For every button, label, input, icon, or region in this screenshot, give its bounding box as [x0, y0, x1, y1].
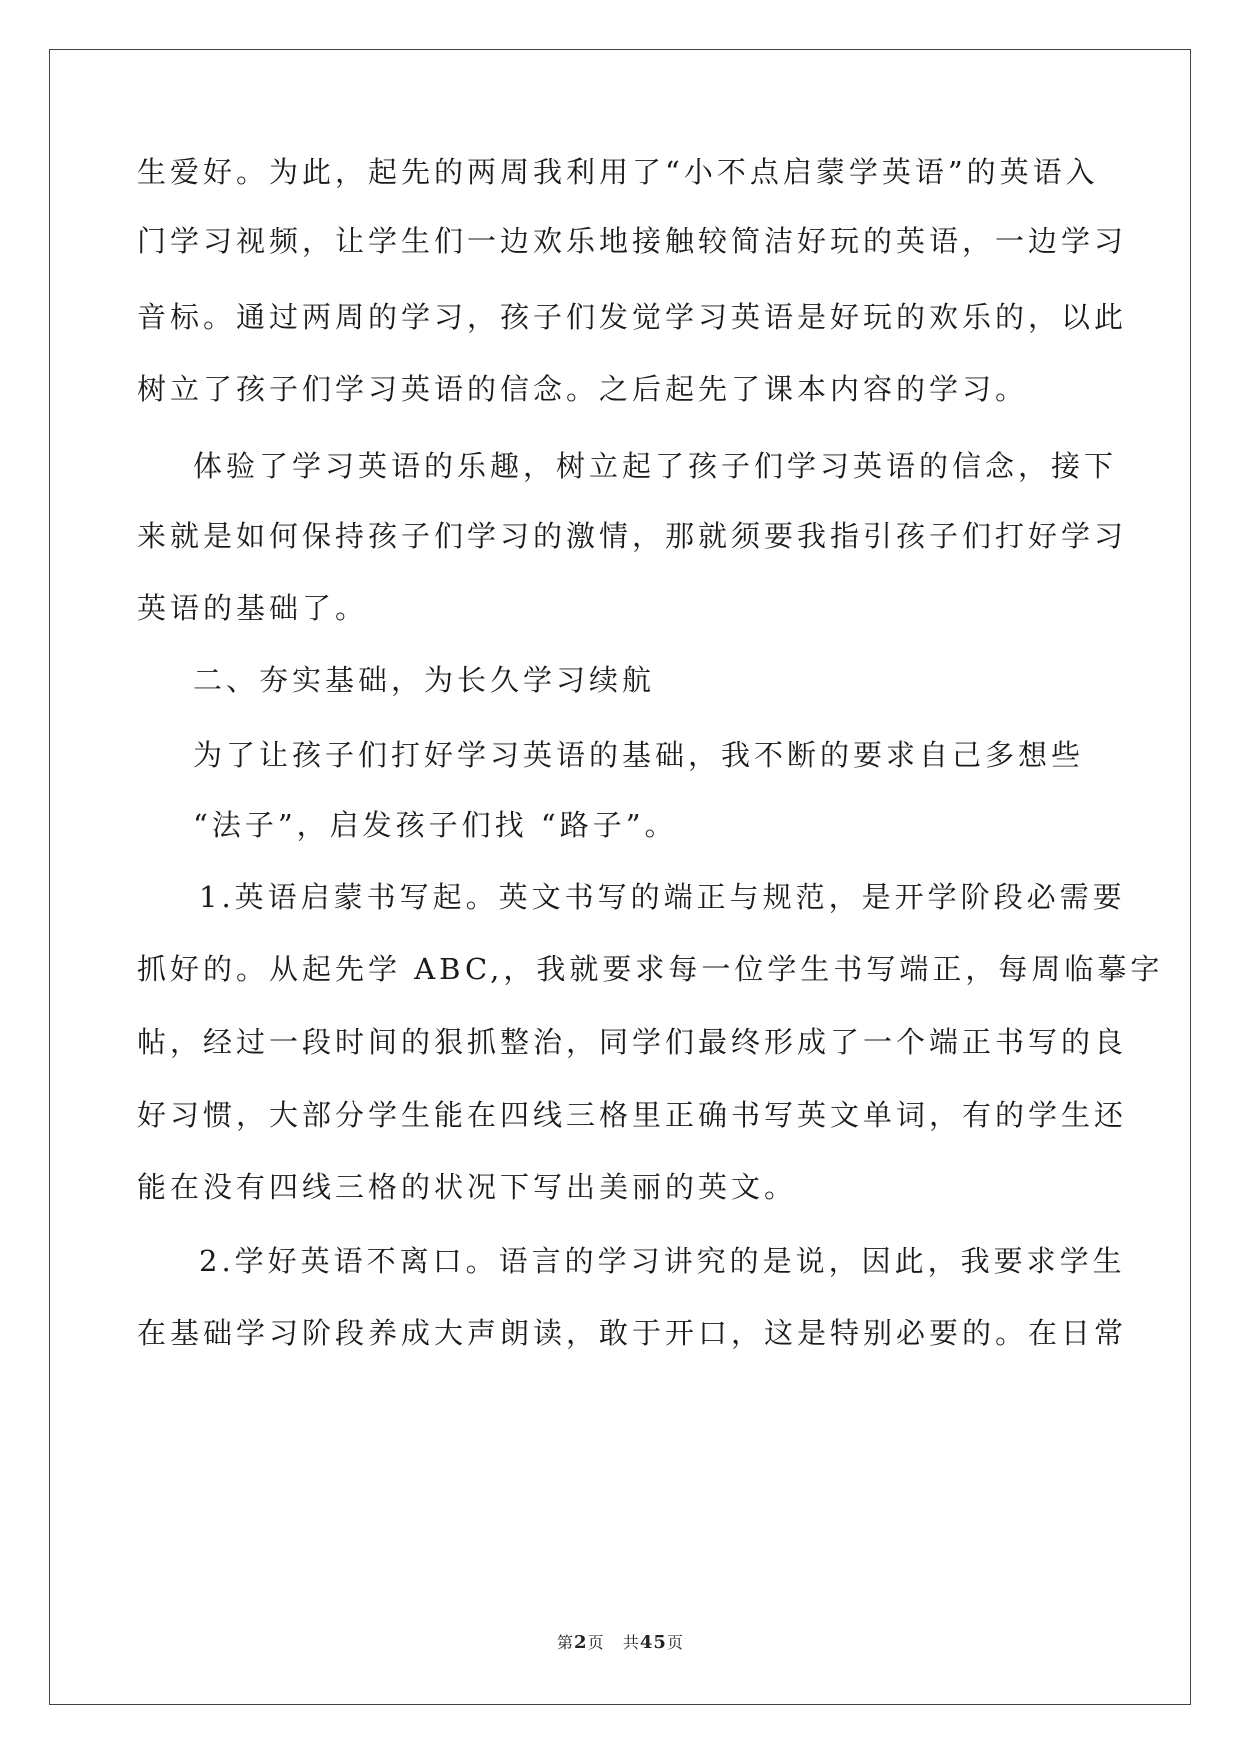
text-line-3: 音标。通过两周的学习，孩子们发觉学习英语是好玩的欢乐的，以此	[137, 300, 1128, 334]
text-line-15: 能在没有四线三格的状况下写出美丽的英文。	[137, 1170, 798, 1204]
section-heading: 二、夯实基础，为长久学习续航	[193, 663, 656, 697]
footer-total-suffix: 页	[666, 1633, 684, 1652]
list-item-2-line: 2.学好英语不离口。语言的学习讲究的是说，因此，我要求学生	[199, 1244, 1126, 1278]
page-number: 2	[574, 1632, 588, 1653]
text-line-1: 生爱好。为此，起先的两周我利用了“小不点启蒙学英语”的英语入	[137, 155, 1099, 189]
footer-total-prefix: 共	[622, 1633, 640, 1652]
footer-page-suffix: 页	[587, 1633, 605, 1652]
text-line-12: 抓好的。从起先学 ABC,，我就要求每一位学生书写端正，每周临摹字	[137, 952, 1164, 986]
page-border	[49, 49, 1191, 1705]
text-line-2: 门学习视频，让学生们一边欢乐地接触较简洁好玩的英语，一边学习	[137, 224, 1128, 258]
page-footer	[0, 1630, 1241, 1653]
text-line-7: 英语的基础了。	[137, 591, 369, 625]
text-line-10: “法子”，启发孩子们找 “路子”。	[193, 808, 678, 842]
text-line-6: 来就是如何保持孩子们学习的激情，那就须要我指引孩子们打好学习	[137, 519, 1128, 553]
total-pages: 45	[639, 1632, 667, 1653]
footer-prefix: 第	[557, 1633, 575, 1652]
text-line-4: 树立了孩子们学习英语的信念。之后起先了课本内容的学习。	[137, 372, 1029, 406]
paragraph-start-line: 体验了学习英语的乐趣，树立起了孩子们学习英语的信念，接下	[193, 449, 1118, 483]
text-line-13: 帖，经过一段时间的狠抓整治，同学们最终形成了一个端正书写的良	[137, 1025, 1128, 1059]
text-line-14: 好习惯，大部分学生能在四线三格里正确书写英文单词，有的学生还	[137, 1098, 1128, 1132]
paragraph-start-line: 为了让孩子们打好学习英语的基础，我不断的要求自己多想些	[193, 738, 1085, 772]
list-item-1-line: 1.英语启蒙书写起。英文书写的端正与规范，是开学阶段必需要	[199, 880, 1126, 914]
text-line-17: 在基础学习阶段养成大声朗读，敢于开口，这是特别必要的。在日常	[137, 1316, 1128, 1350]
